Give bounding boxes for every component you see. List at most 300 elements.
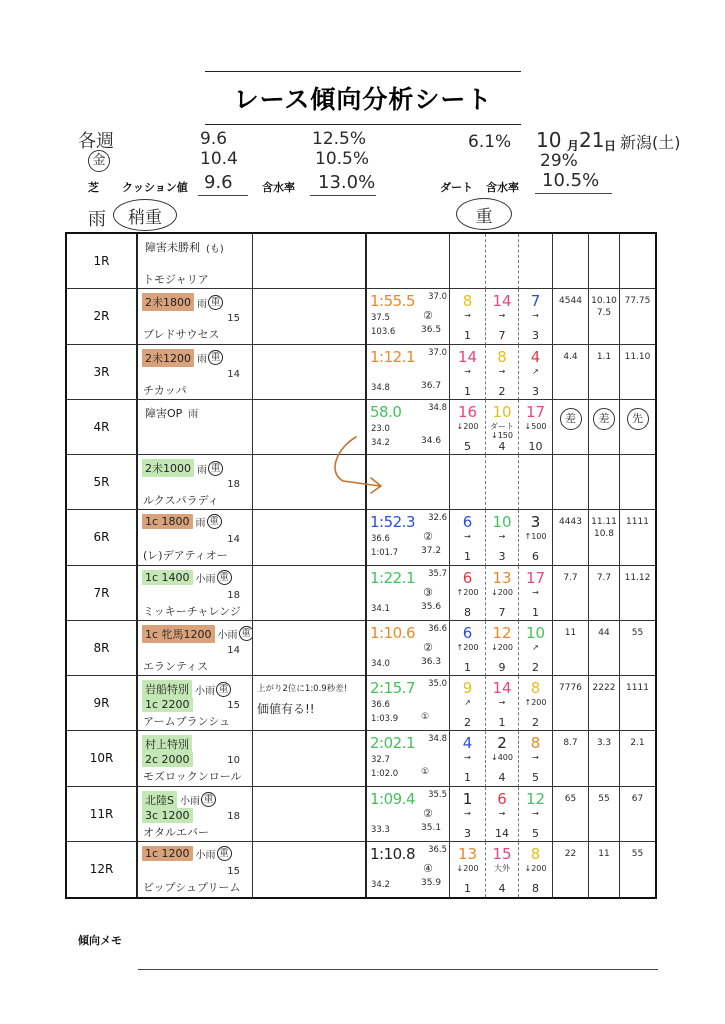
horse-name: ビップシュプリーム	[143, 880, 241, 894]
pick-cell	[450, 234, 486, 289]
field-size: 15	[227, 700, 240, 711]
title-bottom-rule	[205, 124, 521, 125]
value-cell	[620, 234, 655, 289]
winning-time: 1:22.1	[370, 568, 415, 587]
pick-cell	[486, 455, 519, 510]
value-cell	[553, 289, 589, 344]
pick-finish: 3	[532, 384, 539, 398]
pick-finish: 5	[532, 826, 539, 840]
race-number: 7R	[93, 585, 110, 600]
pick-number: 12	[525, 789, 546, 808]
pick-cell	[519, 234, 553, 289]
analysis-note: 上がり2位に1:0.9秒差!	[257, 684, 348, 694]
time-split: ②	[423, 806, 433, 820]
pick-move: ↑100	[524, 532, 547, 542]
weather-note: 小雨	[195, 685, 215, 697]
note-cell	[253, 455, 367, 510]
pick-number: 6	[462, 513, 473, 532]
value-cell	[620, 510, 655, 565]
note-cell	[253, 787, 367, 842]
pick-move: →	[532, 753, 539, 763]
note-cell	[253, 289, 367, 344]
turf-label: 芝	[88, 181, 99, 194]
value-entry: 7.7	[596, 572, 612, 583]
going-circle: 重	[208, 295, 223, 310]
value-entry: 差	[593, 408, 615, 430]
value-entry: 差	[560, 408, 582, 430]
race-number: 5R	[93, 475, 110, 490]
pick-move: →	[532, 808, 539, 818]
value-cell	[589, 400, 620, 455]
time-split: 103.6	[371, 327, 396, 338]
pick-cell	[450, 787, 486, 842]
race-info-line	[142, 459, 223, 477]
value-entry: 2.1	[630, 738, 645, 749]
pick-cell	[486, 234, 519, 289]
time-split: 34.0	[371, 658, 390, 669]
value-cell	[620, 787, 655, 842]
time-split: 34.8	[428, 402, 447, 413]
pick-finish: 1	[464, 384, 471, 398]
value-entry: 11.11	[591, 517, 617, 528]
pick-cell	[450, 566, 486, 621]
horse-name: ミッキーチャレンジ	[143, 604, 241, 618]
winning-time: 1:10.8	[370, 844, 415, 863]
race-info-cell	[138, 455, 253, 510]
race-number: 12R	[89, 862, 114, 877]
time-cell	[367, 455, 450, 510]
pick-number: 17	[525, 568, 546, 587]
race-number: 9R	[93, 696, 110, 711]
pick-cell	[486, 842, 519, 897]
pick-number: 16	[457, 402, 478, 421]
pick-cell	[519, 566, 553, 621]
pick-number: 3	[530, 513, 541, 532]
going-circle: 重	[208, 350, 223, 365]
value-cell	[620, 400, 655, 455]
pick-move: ↗	[464, 698, 471, 707]
race-info-line	[142, 846, 232, 861]
pick-move: →	[498, 366, 506, 376]
value-entry: 11.10	[624, 351, 651, 362]
race-info-cell	[138, 842, 253, 897]
race-info-cell	[138, 510, 253, 565]
horse-name: アームブランシュ	[143, 715, 231, 728]
time-split: 36.6	[371, 700, 390, 710]
weather-note: 雨	[197, 464, 207, 476]
race-class-label: 北陸S	[142, 791, 177, 809]
value-entry: 2222	[592, 683, 616, 693]
race-number-cell	[67, 842, 138, 897]
moisture-value-a: 12.5%	[312, 129, 367, 149]
pick-number: 14	[492, 679, 512, 697]
pick-cell	[450, 676, 486, 731]
value-entry: 67	[631, 793, 644, 804]
note-cell	[253, 842, 367, 897]
value-entry: 11	[598, 848, 610, 859]
cushion-value: 9.6	[204, 172, 233, 193]
race-info-line	[142, 680, 231, 698]
time-split: ③	[423, 585, 433, 599]
going-circle: 重	[217, 846, 232, 861]
race-number-cell	[67, 731, 138, 786]
horse-name: ブレドサウセス	[143, 328, 220, 342]
race-number: 8R	[93, 640, 110, 655]
value-cell	[589, 731, 620, 786]
dirt-moisture-underline	[535, 193, 612, 194]
pick-move: →	[498, 808, 506, 818]
time-split: ②	[423, 530, 433, 544]
pick-number: 12	[492, 623, 512, 642]
horse-name: オタルエバー	[143, 825, 209, 839]
time-split: 36.6	[428, 623, 447, 634]
weather-note: (も)	[206, 243, 224, 255]
pick-cell	[486, 566, 519, 621]
race-class-label: 岩船特別	[142, 680, 192, 698]
time-split: ①	[421, 712, 430, 722]
value-cell	[620, 731, 655, 786]
pick-number: 17	[525, 402, 546, 421]
pick-finish: 4	[498, 881, 506, 895]
turf-weather: 雨	[88, 209, 106, 230]
pick-move: ダート ↓150	[490, 421, 514, 440]
race-number-cell	[67, 566, 138, 621]
pick-finish: 3	[532, 329, 539, 343]
value-entry: 7.7	[563, 572, 578, 583]
pick-number: 8	[530, 734, 541, 753]
going-circle: 重	[216, 682, 231, 697]
weather-note: 小雨	[217, 630, 238, 642]
race-info-line	[142, 808, 193, 823]
field-size: 10	[227, 755, 240, 767]
memo-line	[138, 969, 658, 970]
note-cell	[253, 566, 367, 621]
race-number-cell	[67, 400, 138, 455]
pick-finish: 1	[464, 771, 471, 785]
going-circle: 重	[207, 514, 222, 529]
pick-cell	[519, 621, 553, 676]
race-number: 2R	[93, 309, 110, 324]
pick-cell	[486, 731, 519, 786]
horse-name: (レ)デアティオー	[143, 549, 228, 563]
time-split: 36.3	[421, 656, 442, 667]
race-info-cell	[138, 621, 253, 676]
pick-move: →	[532, 587, 539, 597]
time-cell	[367, 842, 450, 897]
pick-finish: 1	[464, 660, 471, 674]
race-number-cell	[67, 787, 138, 842]
time-split: 36.5	[421, 325, 442, 336]
pick-move: ↓400	[491, 753, 513, 763]
pick-number: 4	[530, 347, 541, 366]
pick-move: ↓200	[524, 863, 547, 873]
horse-name: トモジャリア	[143, 273, 209, 286]
weather-note: 雨	[195, 518, 206, 530]
pick-cell	[519, 510, 553, 565]
pick-finish: 5	[464, 439, 471, 453]
pick-finish: 9	[498, 660, 506, 674]
race-number: 11R	[89, 806, 114, 821]
time-split: 33.3	[371, 824, 390, 835]
field-size: 14	[227, 644, 240, 656]
pick-cell	[450, 731, 486, 786]
race-class-label: 1c 1200	[142, 846, 193, 861]
month-label: 月	[567, 139, 580, 153]
weather-note: 雨	[197, 298, 207, 310]
pick-move: →	[464, 532, 471, 542]
weather-note: 小雨	[179, 796, 200, 807]
pick-finish: 2	[532, 716, 539, 729]
winning-time: 1:55.5	[370, 292, 415, 311]
winning-time: 1:52.3	[370, 513, 415, 532]
pick-finish: 10	[528, 439, 543, 453]
day-label: 日	[604, 139, 617, 153]
pick-number: 6	[462, 623, 473, 642]
pick-cell	[519, 345, 553, 400]
pick-cell	[519, 731, 553, 786]
time-split: 37.5	[371, 313, 390, 324]
pick-finish: 4	[498, 439, 506, 453]
dirt-value-b: 29%	[540, 151, 578, 171]
week-circle: 金	[88, 150, 110, 172]
pick-number: 10	[525, 623, 546, 642]
moisture-value: 13.0%	[318, 172, 376, 193]
value-entry: 55	[598, 793, 610, 804]
pick-number: 8	[462, 292, 473, 311]
value-cell	[589, 676, 620, 731]
pick-number: 6	[497, 789, 507, 808]
page-title: レース傾向分析シート	[233, 85, 493, 114]
pick-cell	[450, 621, 486, 676]
time-split: 1:02.0	[371, 769, 399, 780]
race-class-label: 障害OP	[145, 406, 183, 420]
date-month: 10	[536, 128, 562, 152]
pick-number: 9	[462, 679, 473, 697]
time-split: 1:03.9	[371, 714, 399, 724]
weather-note: 雨	[188, 409, 199, 421]
time-split: 35.6	[421, 601, 442, 612]
race-class-label: 村上特別	[142, 735, 192, 753]
time-split: 36.5	[428, 844, 447, 855]
horse-name: チカッパ	[143, 383, 187, 397]
cushion-value-a: 9.6	[200, 129, 228, 149]
weather-note: 雨	[197, 354, 207, 365]
pick-number: 8	[530, 844, 541, 863]
time-split: 35.9	[421, 877, 442, 888]
note-cell	[253, 510, 367, 565]
pick-cell	[519, 787, 553, 842]
pick-number: 6	[462, 568, 473, 587]
race-class-label: 2未1200	[142, 349, 194, 367]
time-split: 23.0	[371, 423, 390, 434]
time-split: 34.1	[371, 603, 390, 614]
pick-finish: 1	[532, 605, 539, 619]
pick-finish: 5	[532, 771, 539, 785]
pick-finish: 2	[498, 384, 506, 398]
pick-move: ↑200	[524, 698, 547, 707]
time-cell	[367, 345, 450, 400]
race-info-cell	[138, 566, 253, 621]
weather-note: 小雨	[195, 849, 216, 861]
pick-cell	[486, 400, 519, 455]
value-cell	[589, 289, 620, 344]
value-entry: 8.7	[563, 738, 578, 749]
time-cell	[367, 621, 450, 676]
winning-time: 2:02.1	[370, 734, 415, 753]
week-note: 各週	[78, 131, 114, 152]
winning-time: 1:12.1	[370, 347, 415, 366]
pick-finish: 3	[464, 826, 471, 840]
pick-move: ↓200	[456, 863, 479, 873]
cushion-value-b: 10.4	[200, 149, 238, 169]
race-info-cell	[138, 676, 253, 731]
pick-cell	[450, 510, 486, 565]
pick-move: ↑200	[456, 642, 479, 652]
value-entry: 7.5	[596, 308, 612, 319]
race-info-cell	[138, 345, 253, 400]
pick-cell	[450, 455, 486, 510]
value-entry: 4.4	[563, 351, 578, 362]
time-cell	[367, 731, 450, 786]
value-cell	[589, 234, 620, 289]
pick-number: 8	[530, 679, 541, 697]
race-info-line	[142, 752, 193, 767]
dirt-value-a: 6.1%	[468, 132, 512, 152]
pick-number: 1	[462, 789, 473, 808]
value-cell	[553, 510, 589, 565]
race-info-cell	[138, 289, 253, 344]
horse-name: モズロックンロール	[143, 770, 242, 784]
race-info-line	[142, 697, 193, 712]
race-number-cell	[67, 455, 138, 510]
dirt-going-circle: 重	[456, 198, 512, 230]
pick-move: →	[464, 808, 471, 818]
pick-finish: 7	[498, 329, 506, 343]
race-number: 1R	[93, 254, 110, 269]
pick-finish: 14	[495, 826, 509, 840]
value-cell	[589, 510, 620, 565]
race-number-cell	[67, 621, 138, 676]
title-top-rule	[205, 71, 521, 72]
moisture-value-b: 10.5%	[315, 149, 370, 169]
race-info-cell	[138, 234, 253, 289]
pick-finish: 2	[464, 716, 471, 729]
value-entry: 1111	[626, 517, 649, 528]
time-split: 34.2	[371, 879, 390, 890]
dirt-moisture-value: 10.5%	[542, 170, 600, 191]
value-cell	[553, 731, 589, 786]
time-split: 35.5	[428, 789, 447, 800]
pick-finish: 8	[532, 881, 539, 895]
pick-number: 7	[530, 292, 541, 311]
time-split: 37.0	[428, 347, 447, 358]
field-size: 15	[227, 313, 240, 325]
pick-cell	[486, 510, 519, 565]
pick-number: 2	[497, 734, 507, 753]
race-info-cell	[138, 400, 253, 455]
pick-move: ↓500	[524, 421, 547, 431]
date-day: 21	[579, 128, 605, 152]
winning-time: 1:10.6	[370, 623, 415, 642]
race-number: 4R	[93, 419, 110, 434]
time-split: ②	[423, 640, 433, 654]
race-class-label: 障害未勝利	[145, 241, 200, 254]
weather-note: 小雨	[195, 573, 216, 585]
field-size: 15	[227, 865, 240, 877]
pick-number: 14	[492, 292, 512, 311]
value-cell	[589, 455, 620, 510]
race-number-cell	[67, 510, 138, 565]
field-size: 14	[227, 534, 240, 546]
value-cell	[553, 345, 589, 400]
pick-number: 13	[492, 568, 512, 587]
pick-finish: 3	[498, 550, 506, 564]
pick-move: ↓200	[491, 642, 513, 652]
race-analysis-table	[67, 234, 655, 897]
race-info-line	[142, 238, 224, 256]
value-cell	[553, 842, 589, 897]
pick-cell	[450, 345, 486, 400]
time-split: ①	[421, 767, 430, 778]
value-cell	[553, 455, 589, 510]
horse-name: エランティス	[143, 659, 209, 673]
time-split: 34.6	[421, 435, 442, 446]
race-number: 6R	[93, 530, 110, 545]
race-info-line	[142, 570, 232, 585]
pick-move: ↗	[532, 642, 539, 652]
horse-name: ルクスパラディ	[143, 494, 219, 507]
value-entry: 11.12	[624, 572, 651, 583]
time-split: 1:01.7	[371, 548, 399, 559]
pick-finish: 1	[464, 881, 471, 895]
value-entry: 1.1	[596, 351, 612, 362]
value-entry: 3.3	[596, 738, 612, 749]
value-entry: 4544	[559, 296, 582, 307]
value-entry: 4443	[559, 517, 582, 528]
time-split: 35.0	[428, 679, 447, 689]
time-split: ④	[423, 861, 433, 875]
race-number-cell	[67, 676, 138, 731]
pick-number: 10	[492, 402, 512, 421]
pick-cell	[450, 400, 486, 455]
pick-number: 8	[497, 347, 507, 366]
time-split: ②	[423, 309, 433, 323]
pick-finish: 1	[464, 329, 471, 343]
winning-time: 1:09.4	[370, 789, 415, 808]
cushion-underline	[198, 195, 248, 196]
race-number-cell	[67, 289, 138, 344]
pick-cell	[450, 842, 486, 897]
pick-move: ↑200	[456, 587, 479, 597]
winning-time: 58.0	[370, 402, 402, 421]
value-cell	[620, 289, 655, 344]
value-entry: 44	[598, 627, 610, 638]
value-cell	[553, 566, 589, 621]
value-cell	[620, 455, 655, 510]
pick-move: ↗	[532, 366, 539, 376]
pick-cell	[486, 289, 519, 344]
race-class-label: 2c 2000	[142, 752, 193, 767]
pick-cell	[519, 842, 553, 897]
value-cell	[553, 787, 589, 842]
value-entry: 77.75	[624, 296, 651, 307]
time-split: 32.6	[428, 513, 447, 524]
value-entry: 55	[631, 627, 644, 638]
race-number-cell	[67, 234, 138, 289]
time-split: 37.0	[428, 292, 447, 303]
pick-number: 4	[462, 734, 473, 753]
race-info-line	[142, 349, 223, 367]
